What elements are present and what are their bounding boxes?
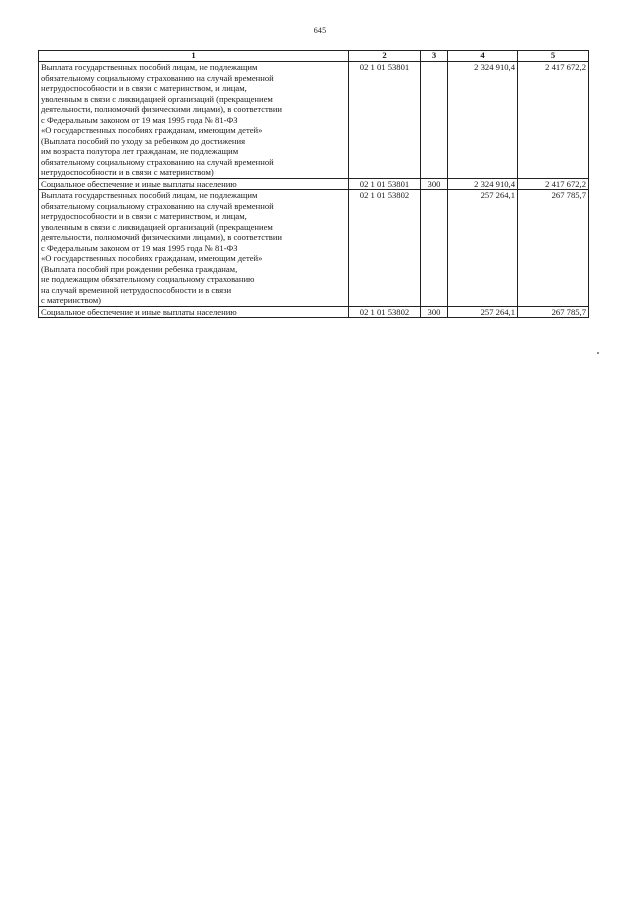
row-expense-kind	[421, 62, 448, 179]
table-row	[39, 190, 589, 307]
page-number: 645	[313, 26, 327, 35]
row-amount-year-2: 267 785,7	[518, 190, 589, 307]
row-amount-year-1: 2 324 910,4	[448, 62, 518, 179]
row-target-code: 02 1 01 53802	[349, 306, 421, 318]
row-target-code: 02 1 01 53802	[349, 190, 421, 307]
row-target-code: 02 1 01 53801	[349, 178, 421, 190]
row-amount-year-2: 2 417 672,2	[518, 62, 589, 179]
header-col-5: 5	[518, 51, 589, 62]
row-amount-year-1: 257 264,1	[448, 306, 518, 318]
table-row	[39, 178, 589, 190]
row-amount-year-1: 257 264,1	[448, 190, 518, 307]
scan-speck	[597, 352, 599, 354]
row-amount-year-2: 267 785,7	[518, 306, 589, 318]
table-row	[39, 62, 589, 179]
row-expense-kind: 300	[421, 306, 448, 318]
header-col-4: 4	[448, 51, 518, 62]
header-col-3: 3	[421, 51, 448, 62]
row-description: Социальное обеспечение и иные выплаты населению	[39, 306, 349, 318]
row-expense-kind	[421, 190, 448, 307]
row-description: Выплата государственных пособий лицам, не подлежащим обязательному социальному страхованию на случай временной нетрудоспособности и в связи с материнством, и лицам, уволенным в связи с ликвидацией организаций (прекращением деятельности, полномочий физическими лицами), в соответствии с Федеральным законом от 19 мая 1995 года № 81-ФЗ «О государственных пособиях гражданам, имеющим детей» (Выплата пособий по уходу за ребенком до достижения им возраста полутора лет гражданам, не подлежащим обязательному социальному страхованию на случай временной нетрудоспособности и в связи с материнством)	[39, 62, 349, 179]
row-amount-year-1: 2 324 910,4	[448, 178, 518, 190]
header-col-1: 1	[39, 51, 349, 62]
header-row	[39, 51, 589, 62]
row-expense-kind: 300	[421, 178, 448, 190]
row-target-code: 02 1 01 53801	[349, 62, 421, 179]
table-row	[39, 306, 589, 318]
row-description: Социальное обеспечение и иные выплаты населению	[39, 178, 349, 190]
header-col-2: 2	[349, 51, 421, 62]
budget-table	[38, 50, 589, 318]
row-amount-year-2: 2 417 672,2	[518, 178, 589, 190]
row-description: Выплата государственных пособий лицам, не подлежащим обязательному социальному страхованию на случай временной нетрудоспособности и в связи с материнством, и лицам, уволенным в связи с ликвидацией организаций (прекращением деятельности, полномочий физическими лицами), в соответствии с Федеральным законом от 19 мая 1995 года № 81-ФЗ «О государственных пособиях гражданам, имеющим детей» (Выплата пособий при рождении ребенка гражданам, не подлежащим обязательному социальному страхованию на случай временной нетрудоспособности и в связи с материнством)	[39, 190, 349, 307]
